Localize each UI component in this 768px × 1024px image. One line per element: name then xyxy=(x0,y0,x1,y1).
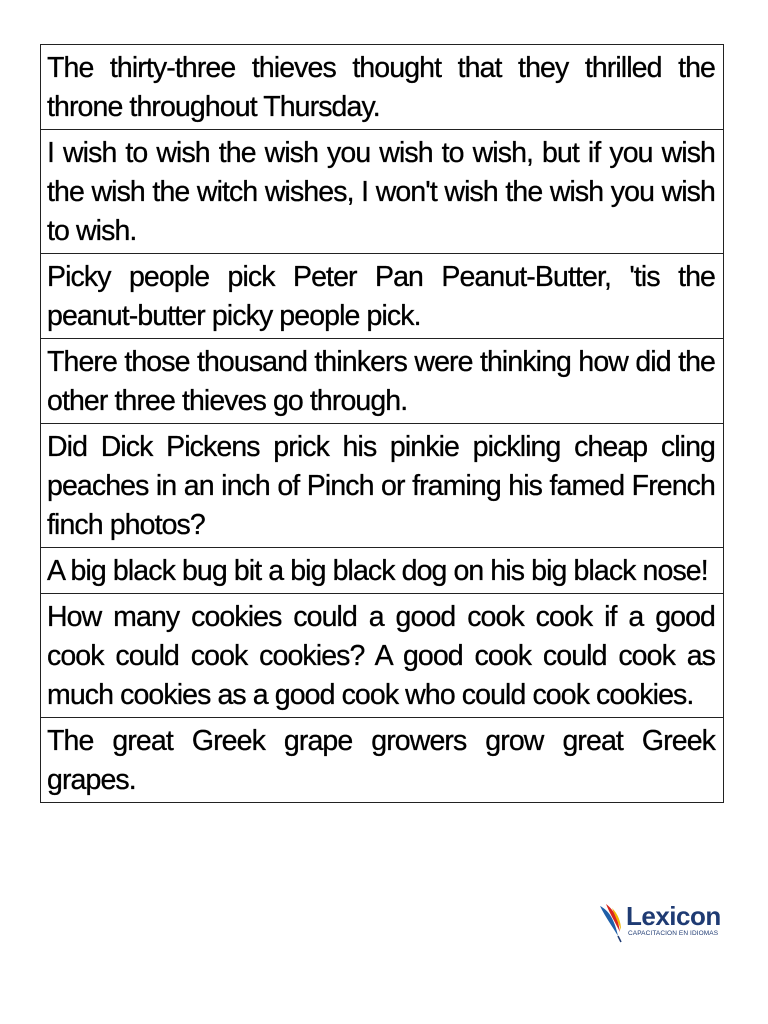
row-text: Picky people pick Peter Pan Peanut-Butter, 'tis the peanut-butter picky people pick. xyxy=(47,261,715,332)
row-text: The thirty-three thieves thought that they thrilled the throne throughout Thursday. xyxy=(47,52,715,123)
table-row xyxy=(41,593,723,717)
row-text: A big black bug bit a big black dog on his big black nose! xyxy=(47,555,708,587)
row-text: Did Dick Pickens prick his pinkie pickling cheap cling peaches in an inch of Pinch or framing his famed French finch photos? xyxy=(47,431,715,541)
logo-wordmark: Lexicon xyxy=(626,901,721,931)
feather-logo-icon xyxy=(596,900,626,944)
table-row xyxy=(41,253,723,338)
row-text: The great Greek grape growers grow great Greek grapes. xyxy=(47,725,715,796)
lexicon-logo xyxy=(596,900,726,944)
row-text: How many cookies could a good cook cook if a good cook could cook cookies? A good cook could cook as much cookies as a good cook who could cook cookies. xyxy=(47,601,715,711)
table-row xyxy=(41,129,723,253)
table-row xyxy=(41,45,723,129)
logo-tagline: CAPACITACION EN IDIOMAS xyxy=(628,930,719,937)
row-text: There those thousand thinkers were thinking how did the other three thieves go through. xyxy=(47,346,715,417)
table-row xyxy=(41,717,723,802)
row-text: I wish to wish the wish you wish to wish, but if you wish the wish the witch wishes, I won't wish the wish you wish to wish. xyxy=(47,137,715,247)
table-row xyxy=(41,338,723,423)
table-row xyxy=(41,547,723,593)
table-row xyxy=(41,423,723,547)
tongue-twister-table xyxy=(40,44,724,803)
